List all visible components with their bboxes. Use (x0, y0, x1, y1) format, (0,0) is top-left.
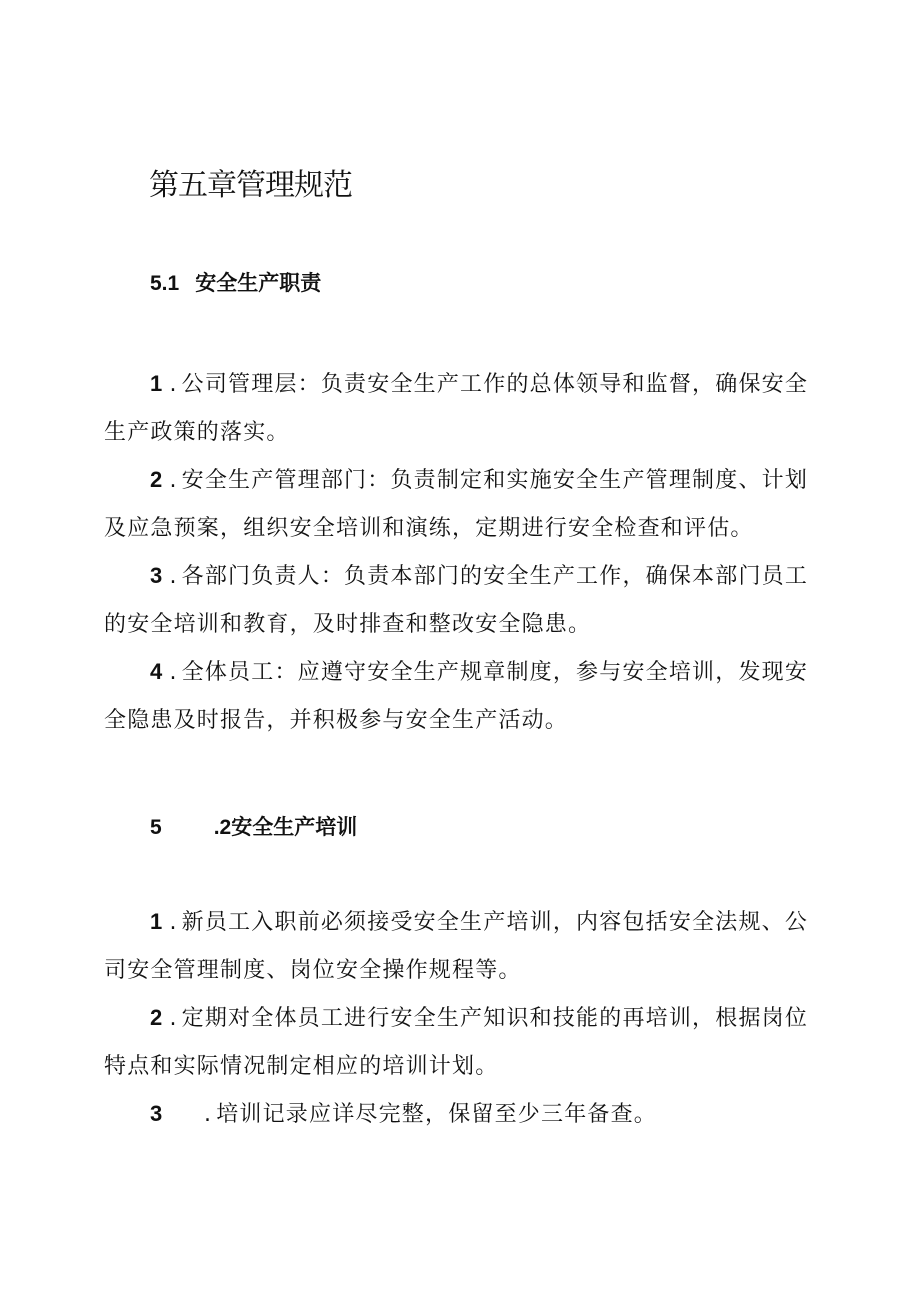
item-text: 公司管理层：负责安全生产工作的总体领导和监督，确保安全生产政策的落实。 (104, 372, 809, 445)
item-number: 4 (150, 659, 164, 684)
section-title: 安全生产职责 (195, 271, 322, 295)
item-separator: . (204, 1102, 213, 1127)
section-heading-5-2 (150, 812, 357, 843)
section-number-minor: .2 (213, 816, 232, 839)
item-separator: . (169, 564, 178, 589)
item-text: 全体员工：应遵守安全生产规章制度，参与安全培训，发现安全隐患及时报告，并积极参与安全生产活动。 (104, 660, 809, 733)
item-separator: . (169, 468, 178, 493)
item-number: 2 (150, 467, 164, 492)
list-item (104, 552, 816, 649)
item-number: 3 (150, 1101, 164, 1126)
item-number: 1 (150, 909, 164, 934)
chapter-title: 第五章管理规范 (149, 168, 352, 203)
item-text: 安全生产管理部门：负责制定和实施安全生产管理制度、计划及应急预案，组织安全培训和演练，定期进行安全检查和评估。 (104, 468, 809, 541)
list-item (104, 648, 816, 745)
list-item (104, 994, 816, 1091)
item-separator: . (169, 1006, 178, 1031)
item-text: 新员工入职前必须接受安全生产培训，内容包括安全法规、公司安全管理制度、岗位安全操作规程等。 (104, 910, 809, 983)
item-number: 2 (150, 1005, 164, 1030)
item-text: 定期对全体员工进行安全生产知识和技能的再培训，根据岗位特点和实际情况制定相应的培训计划。 (104, 1006, 809, 1079)
section-number: 5.1 (150, 272, 180, 295)
item-separator: . (169, 660, 178, 685)
item-text: 培训记录应详尽完整，保留至少三年备查。 (216, 1102, 658, 1127)
list-item (104, 1090, 816, 1139)
item-separator: . (169, 372, 178, 397)
section-number-major: 5 (150, 816, 162, 839)
item-number: 1 (150, 371, 164, 396)
list-item (104, 360, 816, 457)
item-separator: . (169, 910, 178, 935)
section-title: 安全生产培训 (231, 815, 358, 839)
list-item (104, 898, 816, 995)
section-heading-5-1 (150, 268, 321, 299)
item-number: 3 (150, 563, 164, 588)
list-item (104, 456, 816, 553)
item-text: 各部门负责人：负责本部门的安全生产工作，确保本部门员工的安全培训和教育，及时排查和整改安全隐患。 (104, 564, 809, 637)
